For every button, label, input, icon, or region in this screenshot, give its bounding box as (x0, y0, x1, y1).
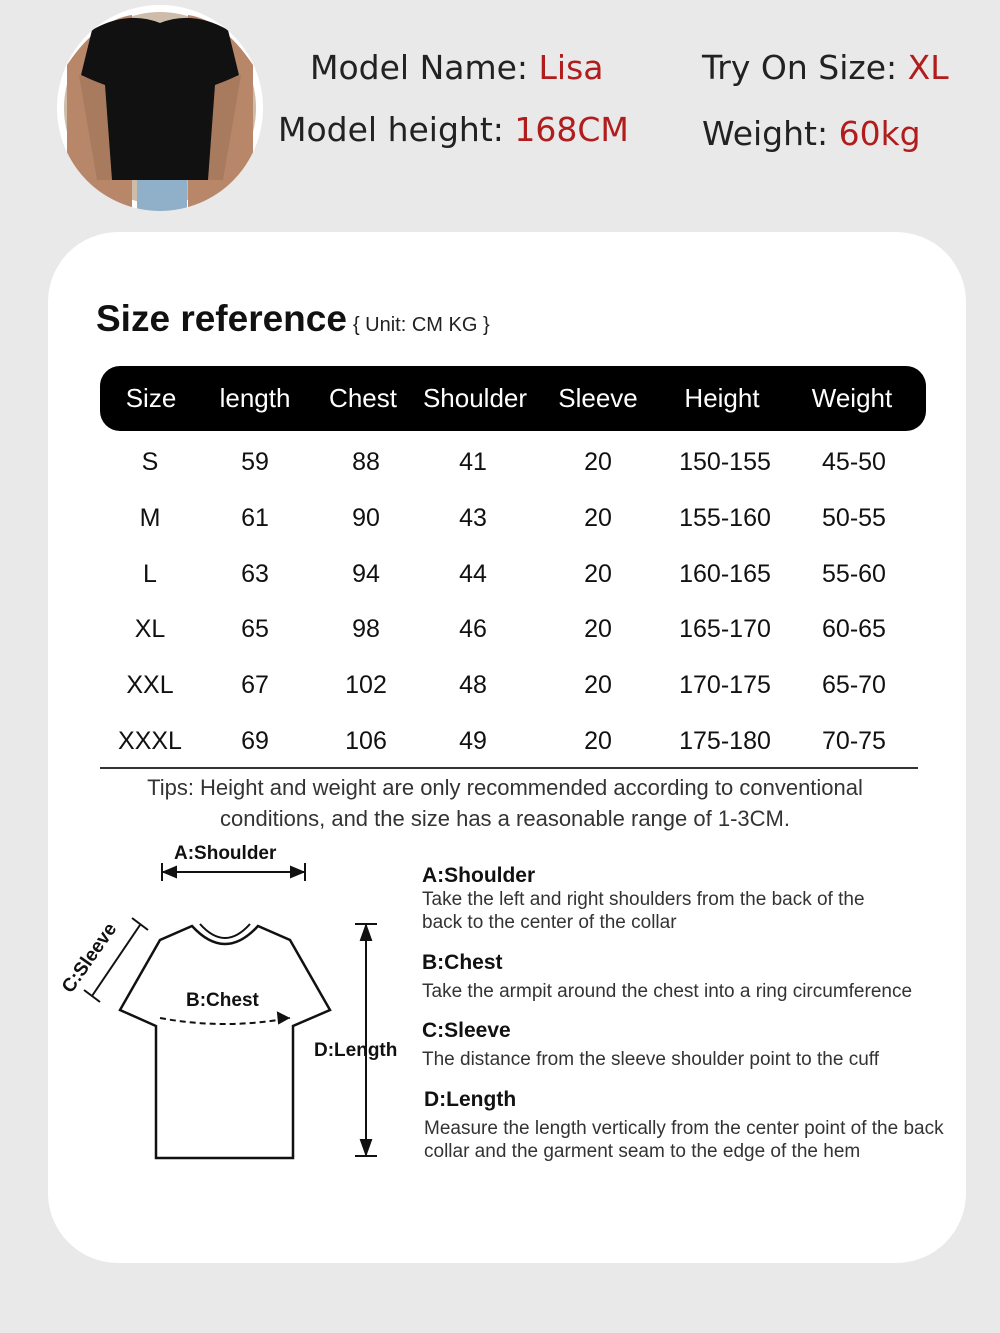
table-cell: 20 (584, 671, 612, 700)
table-cell: 160-165 (679, 559, 771, 588)
model-height: Model height: 168CM (278, 110, 629, 149)
table-cell: 60-65 (822, 615, 886, 644)
table-cell: XXL (126, 671, 174, 700)
table-cell: S (141, 448, 159, 476)
table-cell: 59 (241, 448, 269, 476)
table-cell: XXXL (118, 727, 182, 755)
column-header: Height (684, 383, 760, 413)
table-cell: L (143, 559, 157, 588)
table-cell: 43 (459, 503, 487, 532)
model-name: Model Name: Lisa (310, 48, 604, 87)
table-cell: 48 (459, 671, 487, 700)
model-height-value: 168CM (514, 110, 629, 149)
table-cell: 67 (241, 671, 269, 700)
table-cell: 102 (345, 671, 387, 700)
model-weight-value: 60kg (838, 114, 921, 153)
table-cell: 49 (459, 727, 487, 755)
table-cell: 65-70 (822, 671, 886, 700)
table-cell: 94 (352, 559, 380, 588)
desc-sleeve: C:Sleeve The distance from the sleeve shoulder point to the cuff (422, 1019, 879, 1070)
table-cell: 98 (352, 615, 380, 644)
table-cell: 90 (352, 503, 380, 532)
table-cell: 61 (241, 503, 269, 532)
desc-shoulder: A:Shoulder Take the left and right shoulders from the back of the back to the center of the collar (422, 864, 865, 933)
table-cell: 45-50 (822, 448, 886, 476)
table-cell: 175-180 (679, 727, 771, 755)
diagram-sleeve-label: C:Sleeve (58, 919, 122, 998)
table-cell: 63 (241, 559, 269, 588)
table-cell: 165-170 (679, 615, 771, 644)
table-cell: 150-155 (679, 448, 771, 476)
table-cell: 65 (241, 615, 269, 644)
column-header: length (219, 383, 291, 413)
table-cell: 106 (345, 727, 387, 755)
table-cell: 55-60 (822, 559, 886, 588)
table-cell: 70-75 (822, 727, 886, 755)
diagram-chest-label: B:Chest (186, 990, 259, 1011)
table-cell: 170-175 (679, 671, 771, 700)
model-name-value: Lisa (538, 48, 604, 87)
table-cell: 46 (459, 615, 487, 644)
unit-label: { Unit: CM KG } (352, 314, 490, 336)
table-cell: 20 (584, 615, 612, 644)
table-cell: 41 (459, 448, 487, 476)
column-header: Weight (811, 383, 893, 413)
table-cell: M (139, 503, 161, 532)
diagram-length-label: D:Length (314, 1040, 398, 1061)
table-cell: 20 (584, 559, 612, 588)
table-cell: 20 (584, 727, 612, 755)
column-header: Size (125, 383, 177, 413)
table-cell: 69 (241, 727, 269, 755)
desc-chest: B:Chest Take the armpit around the chest into a ring circumference (422, 951, 913, 1002)
desc-length: D:Length Measure the length vertically from the center point of the back collar and the garment seam to the edge of the hem (424, 1088, 944, 1162)
tips-text: Tips: Height and weight are only recommended according to conventional conditions, and the size has a reasonable range of 1-3CM. (147, 775, 863, 831)
table-cell: XL (134, 615, 166, 644)
table-cell: 44 (459, 559, 487, 588)
try-on-size: Try On Size: XL (702, 48, 949, 87)
table-cell: 20 (584, 503, 612, 532)
table-cell: 50-55 (822, 503, 886, 532)
column-header: Chest (329, 383, 397, 413)
model-weight: Weight: 60kg (702, 114, 921, 153)
table-cell: 20 (584, 448, 612, 476)
size-reference-title: Size reference { Unit: CM KG } (96, 298, 490, 339)
table-cell: 155-160 (679, 503, 771, 532)
diagram-shoulder-label: A:Shoulder (174, 843, 277, 864)
try-on-size-value: XL (907, 48, 949, 87)
column-header: Sleeve (558, 383, 638, 413)
column-header: Shoulder (422, 383, 528, 413)
table-cell: 88 (352, 448, 380, 476)
